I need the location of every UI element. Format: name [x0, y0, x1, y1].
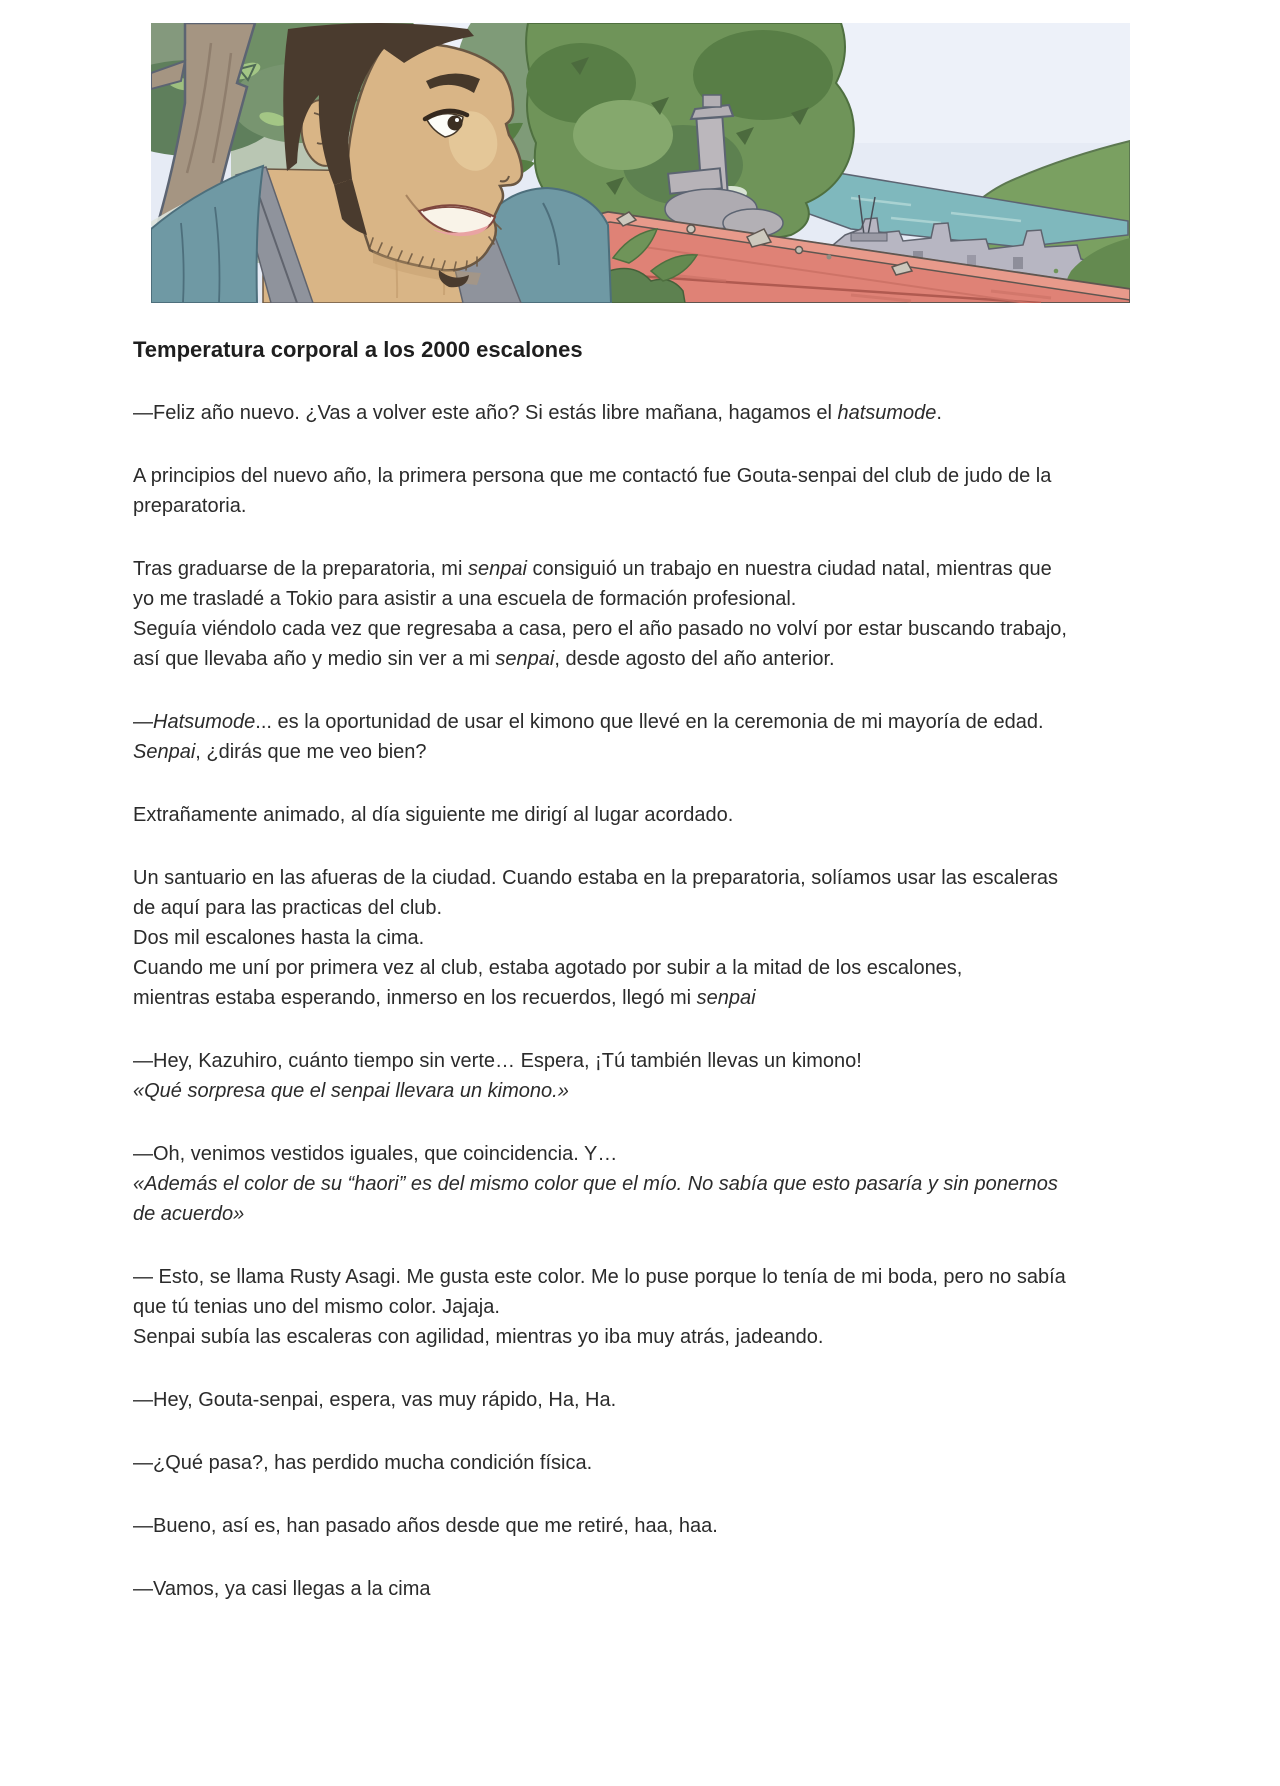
paragraph: [133, 1139, 1153, 1229]
paragraph: [133, 1262, 1153, 1352]
text-run: —Hey, Kazuhiro, cuánto tiempo sin verte… Espera, ¡Tú también llevas un kimono!: [133, 1050, 862, 1072]
hero-illustration-svg: [151, 23, 1130, 303]
text-run: Un santuario en las afueras de la ciudad. Cuando estaba en la preparatoria, solíamos usar las escaleras: [133, 867, 1058, 889]
paragraph: [133, 398, 1153, 428]
text-run: — Esto, se llama Rusty Asagi. Me gusta este color. Me lo puse porque lo tenía de mi boda, pero no sabía: [133, 1266, 1066, 1288]
text-run: Cuando me uní por primera vez al club, estaba agotado por subir a la mitad de los escalones,: [133, 957, 963, 979]
paragraph: [133, 1574, 1153, 1604]
paragraph: [133, 1046, 1153, 1106]
text-run: , desde agosto del año anterior.: [554, 648, 835, 670]
text-run: de aquí para las practicas del club.: [133, 897, 443, 919]
text-run: ... es la oportunidad de usar el kimono que llevé en la ceremonia de mi mayoría de edad.: [255, 711, 1044, 733]
text-run: Extrañamente animado, al día siguiente me dirigí al lugar acordado.: [133, 804, 734, 826]
text-run: preparatoria.: [133, 495, 247, 517]
text-run: —Bueno, así es, han pasado años desde que me retiré, haa, haa.: [133, 1515, 718, 1537]
text-run: consiguió un trabajo en nuestra ciudad natal, mientras que: [526, 558, 1052, 580]
text-run: Senpai subía las escaleras con agilidad, mientras yo iba muy atrás, jadeando.: [133, 1326, 824, 1348]
text-run: «Además el color de su “haori” es del mismo color que el mío. No sabía que esto pasaría y sin ponernos: [133, 1173, 1058, 1195]
text-run: Senpai: [133, 741, 196, 763]
text-run: —Oh, venimos vestidos iguales, que coincidencia. Y…: [133, 1143, 618, 1165]
paragraph: [133, 1448, 1153, 1478]
page-title: Temperatura corporal a los 2000 escalones: [133, 337, 583, 362]
paragraph: [133, 863, 1153, 1013]
text-run: senpai: [495, 648, 555, 670]
text-run: senpai: [696, 987, 756, 1009]
text-run: .: [936, 402, 942, 424]
text-run: mientras estaba esperando, inmerso en los recuerdos, llegó mi: [133, 987, 697, 1009]
paragraph: [133, 800, 1153, 830]
paragraph: [133, 1511, 1153, 1541]
text-run: «Qué sorpresa que el senpai llevara un kimono.»: [133, 1080, 569, 1102]
text-run: —Vamos, ya casi llegas a la cima: [133, 1578, 431, 1600]
text-run: de acuerdo»: [133, 1203, 245, 1225]
text-run: yo me trasladé a Tokio para asistir a una escuela de formación profesional.: [133, 588, 797, 610]
text-run: hatsumode: [837, 402, 937, 424]
text-run: así que llevaba año y medio sin ver a mi: [133, 648, 496, 670]
text-run: —Feliz año nuevo. ¿Vas a volver este año? Si estás libre mañana, hagamos el: [133, 402, 838, 424]
paragraph: [133, 1385, 1153, 1415]
text-run: —¿Qué pasa?, has perdido mucha condición física.: [133, 1452, 593, 1474]
text-run: —Hey, Gouta-senpai, espera, vas muy rápido, Ha, Ha.: [133, 1389, 617, 1411]
paragraph: [133, 461, 1153, 521]
paragraph: [133, 554, 1153, 674]
text-run: Seguía viéndolo cada vez que regresaba a casa, pero el año pasado no volví por estar buscando trabajo,: [133, 618, 1067, 640]
text-run: Dos mil escalones hasta la cima.: [133, 927, 425, 949]
paragraph: [133, 707, 1153, 767]
text-run: senpai: [467, 558, 527, 580]
hero-illustration: [151, 23, 1130, 303]
text-run: Tras graduarse de la preparatoria, mi: [133, 558, 468, 580]
text-run: , ¿dirás que me veo bien?: [195, 741, 427, 763]
text-run: que tú tenias uno del mismo color. Jajaja.: [133, 1296, 500, 1318]
article-body: [133, 398, 1153, 1604]
text-run: —: [133, 711, 153, 733]
text-run: A principios del nuevo año, la primera persona que me contactó fue Gouta-senpai del club de judo de la: [133, 465, 1052, 487]
text-run: Hatsumode: [153, 711, 256, 733]
